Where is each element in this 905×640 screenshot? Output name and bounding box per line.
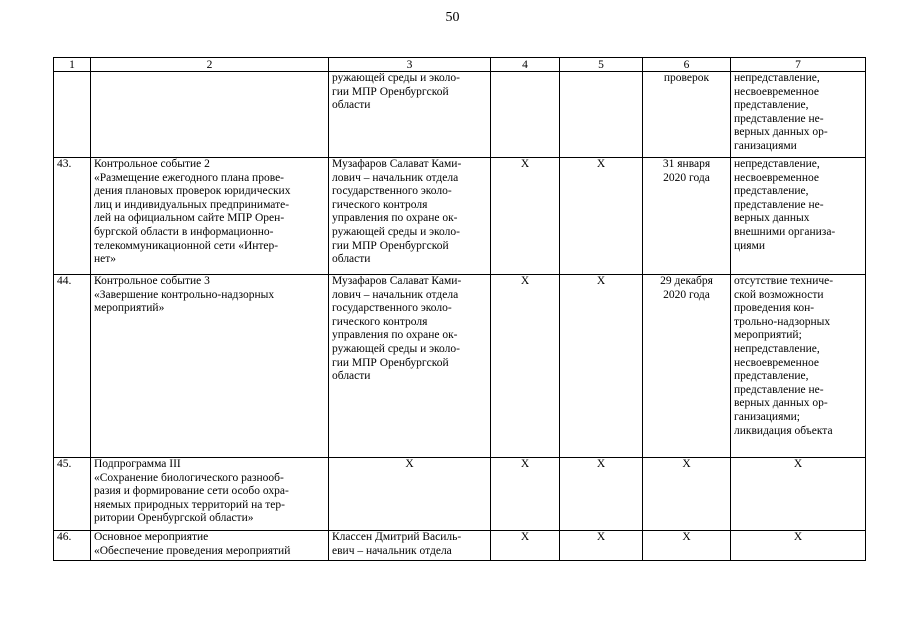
column-4-cell: X xyxy=(491,531,560,561)
cell-text-line: Классен Дмитрий Василь- xyxy=(332,531,462,543)
cell-text-line: представление не- xyxy=(734,198,824,211)
cell-text-line: ружающей среды и эколо- xyxy=(332,225,460,238)
risk-description-cell xyxy=(731,72,866,158)
column-4-cell: X xyxy=(491,275,560,458)
risk-description-cell xyxy=(731,531,866,561)
cell-text-line: мероприятий» xyxy=(94,302,165,315)
cell-text-line: непредставление, xyxy=(734,158,820,170)
cell-text-line: Контрольное событие 3 xyxy=(94,275,210,287)
risk-description-cell xyxy=(731,158,866,275)
cell-text-line: 29 декабря xyxy=(660,275,713,287)
row-number-cell: 43. xyxy=(54,158,91,275)
cell-text-line: ской возможности xyxy=(734,288,824,301)
cell-text-line: ганизациями; xyxy=(734,410,801,423)
deadline-cell xyxy=(643,458,731,531)
cell-text-line: нет» xyxy=(94,253,117,266)
column-header: 3 xyxy=(329,58,491,72)
cell-text-line: лиц и индивидуальных предпринимате- xyxy=(94,198,290,211)
cell-text-line: представление не- xyxy=(734,112,824,125)
cell-text-line: разия и формирование сети особо охра- xyxy=(94,485,289,498)
cell-text-line: 2020 года xyxy=(663,288,710,301)
cell-text-line: верных данных ор- xyxy=(734,126,828,139)
cell-text-line: «Завершение контрольно-надзорных xyxy=(94,288,275,301)
column-header: 7 xyxy=(731,58,866,72)
cell-text-line: «Размещение ежегодного плана прове- xyxy=(94,171,285,184)
cell-text-line: представление, xyxy=(734,99,809,112)
cell-text-line: непредставление, xyxy=(734,72,820,84)
cell-text-line: ганизациями xyxy=(734,139,797,152)
cell-text-line: мероприятий; xyxy=(734,329,802,342)
column-4-cell xyxy=(491,72,560,158)
cell-text-line: Подпрограмма III xyxy=(94,458,181,470)
cell-text-line: управления по охране ок- xyxy=(332,329,458,342)
cell-text-line: отсутствие техниче- xyxy=(734,275,834,287)
cell-text-line: лей на официальном сайте МПР Орен- xyxy=(94,212,285,225)
cell-text-line: Основное мероприятие xyxy=(94,531,209,543)
deadline-cell xyxy=(643,72,731,158)
cell-text-line: лович – начальник отдела xyxy=(332,171,459,184)
cell-text-line: области xyxy=(332,99,371,112)
cell-text-line: государственного эколо- xyxy=(332,302,452,315)
cell-text-line: несвоевременное xyxy=(734,85,819,98)
column-5-cell: X xyxy=(560,275,643,458)
cell-text-line: трольно-надзорных xyxy=(734,315,831,328)
responsible-person-cell xyxy=(329,72,491,158)
cell-text-line: непредставление, xyxy=(734,342,820,355)
cell-text-line: X xyxy=(682,531,691,543)
cell-text-line: ружающей среды и эколо- xyxy=(332,72,460,84)
column-header: 6 xyxy=(643,58,731,72)
column-5-cell xyxy=(560,72,643,158)
cell-text-line: евич – начальник отдела xyxy=(332,544,452,557)
cell-text-line: области xyxy=(332,253,371,266)
cell-text-line: представление, xyxy=(734,185,809,198)
activity-name-cell xyxy=(91,531,329,561)
table-row xyxy=(54,275,866,458)
column-number-row xyxy=(54,58,866,72)
cell-text-line: Музафаров Салават Ками- xyxy=(332,275,462,287)
deadline-cell xyxy=(643,275,731,458)
cell-text-line: представление не- xyxy=(734,383,824,396)
cell-text-line: X xyxy=(793,531,803,543)
responsible-person-cell xyxy=(329,458,491,531)
activity-name-cell xyxy=(91,458,329,531)
column-5-cell: X xyxy=(560,158,643,275)
column-5-cell: X xyxy=(560,531,643,561)
cell-text-line: «Обеспечение проведения мероприятий xyxy=(94,544,291,557)
cell-text-line: телекоммуникационной сети «Интер- xyxy=(94,239,279,252)
row-number-cell xyxy=(54,72,91,158)
cell-text-line: представление, xyxy=(734,370,809,383)
column-header: 5 xyxy=(560,58,643,72)
row-number-cell: 45. xyxy=(54,458,91,531)
table-row xyxy=(54,158,866,275)
cell-text-line: 2020 года xyxy=(663,171,710,184)
cell-text-line: Контрольное событие 2 xyxy=(94,158,210,170)
cell-text-line: «Сохранение биологического разнооб- xyxy=(94,471,284,484)
activity-table xyxy=(53,57,866,561)
risk-description-cell xyxy=(731,458,866,531)
cell-text-line: управления по охране ок- xyxy=(332,212,458,225)
cell-text-line: проведения кон- xyxy=(734,302,815,315)
cell-text-line: X xyxy=(682,458,691,470)
row-number-cell: 46. xyxy=(54,531,91,561)
activity-name-cell xyxy=(91,72,329,158)
cell-text-line: области xyxy=(332,370,371,383)
column-header: 1 xyxy=(54,58,91,72)
table-row xyxy=(54,531,866,561)
activity-name-cell xyxy=(91,158,329,275)
deadline-cell xyxy=(643,531,731,561)
column-4-cell: X xyxy=(491,458,560,531)
cell-text-line: дения плановых проверок юридических xyxy=(94,185,291,198)
cell-text-line: ритории Оренбургской области» xyxy=(94,512,254,525)
cell-text-line: гического контроля xyxy=(332,198,428,211)
deadline-cell xyxy=(643,158,731,275)
cell-text-line: лович – начальник отдела xyxy=(332,288,459,301)
cell-text-line: гии МПР Оренбургской xyxy=(332,356,449,369)
table-row xyxy=(54,458,866,531)
cell-text-line: несвоевременное xyxy=(734,171,819,184)
cell-text-line: гического контроля xyxy=(332,315,428,328)
column-5-cell: X xyxy=(560,458,643,531)
column-4-cell: X xyxy=(491,158,560,275)
cell-text-line: внешними организа- xyxy=(734,225,836,238)
risk-description-cell xyxy=(731,275,866,458)
cell-text-line: X xyxy=(793,458,803,470)
responsible-person-cell xyxy=(329,275,491,458)
cell-text-line: Музафаров Салават Ками- xyxy=(332,158,462,170)
column-header: 4 xyxy=(491,58,560,72)
cell-text-line: циями xyxy=(734,239,766,252)
row-number-cell: 44. xyxy=(54,275,91,458)
table-row xyxy=(54,72,866,158)
page-number: 50 xyxy=(445,10,460,25)
cell-text-line: верных данных xyxy=(734,212,810,225)
cell-text-line: верных данных ор- xyxy=(734,397,828,410)
cell-text-line: 31 января xyxy=(662,158,711,170)
responsible-person-cell xyxy=(329,158,491,275)
responsible-person-cell xyxy=(329,531,491,561)
cell-text-line: ружающей среды и эколо- xyxy=(332,342,460,355)
cell-text-line: несвоевременное xyxy=(734,356,819,369)
cell-text-line: няемых природных территорий на тер- xyxy=(94,498,285,511)
cell-text-line: проверок xyxy=(663,72,710,84)
cell-text-line: гии МПР Оренбургской xyxy=(332,85,449,98)
cell-text-line: гии МПР Оренбургской xyxy=(332,239,449,252)
cell-text-line: бургской области в информационно- xyxy=(94,225,274,238)
cell-text-line: государственного эколо- xyxy=(332,185,452,198)
activity-name-cell xyxy=(91,275,329,458)
column-header: 2 xyxy=(91,58,329,72)
cell-text-line: ликвидация объекта xyxy=(734,424,833,437)
cell-text-line: X xyxy=(405,458,414,470)
